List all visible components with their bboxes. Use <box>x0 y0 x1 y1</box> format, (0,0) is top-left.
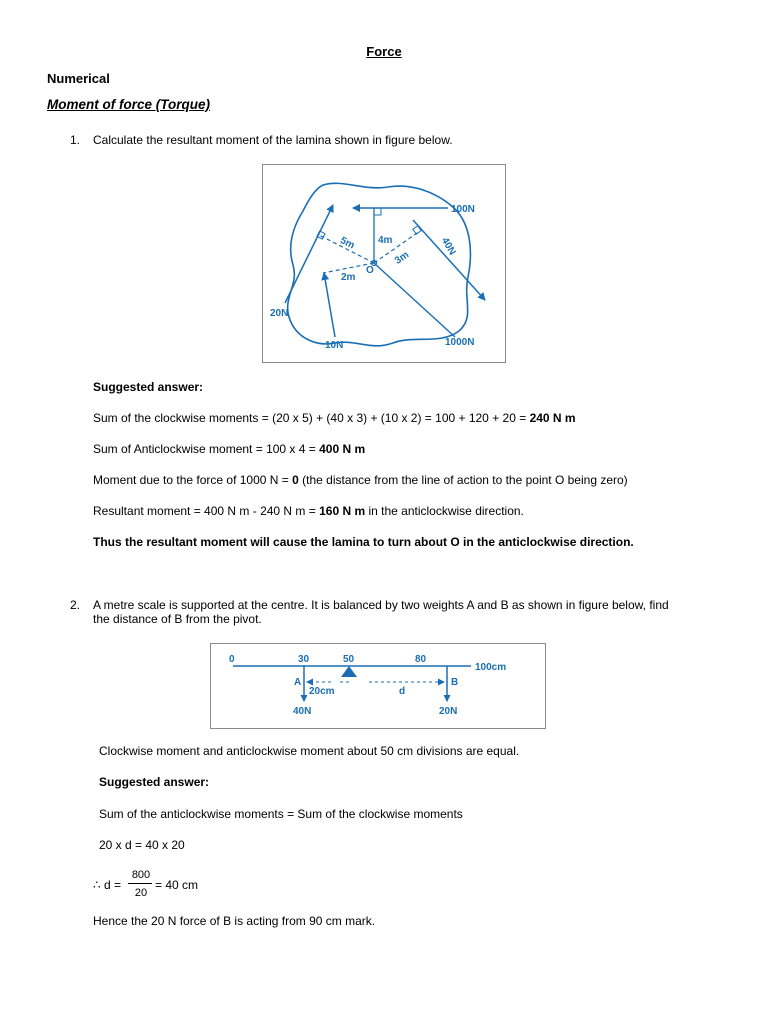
q2-question-line1: A metre scale is supported at the centre. It is balanced by two weights A and B as shown in figure below, find <box>93 598 669 612</box>
fraction-bar <box>128 883 152 884</box>
fraction-numerator: 800 <box>131 869 151 881</box>
right-angle-marker <box>374 208 381 215</box>
mark-30: 30 <box>298 654 310 665</box>
label-a: A <box>294 677 302 688</box>
mark-100cm: 100cm <box>475 662 507 673</box>
q1-answer-line3: Moment due to the force of 1000 N = 0 (the distance from the line of action to the point O being zero) <box>93 473 628 487</box>
label-20n: 20N <box>439 706 458 717</box>
force-20n-line <box>285 205 333 303</box>
label-4m: 4m <box>378 235 393 246</box>
label-5m: 5m <box>338 235 357 252</box>
lamina-diagram <box>263 165 505 362</box>
q2-answer-line1: Sum of the anticlockwise moments = Sum of the clockwise moments <box>99 807 463 821</box>
q2-question-line2: the distance of B from the pivot. <box>93 612 262 626</box>
label-2m: 2m <box>341 272 356 283</box>
label-40n: 40N <box>293 706 312 717</box>
label-b: B <box>451 677 459 688</box>
q2-answer-heading: Suggested answer: <box>99 775 210 789</box>
label-100n: 100N <box>451 204 475 215</box>
fraction-result: = 40 cm <box>155 878 199 892</box>
q2-note: Clockwise moment and anticlockwise moment about 50 cm divisions are equal. <box>99 744 520 758</box>
label-o: O <box>366 265 374 276</box>
label-20cm: 20cm <box>309 686 335 697</box>
q1-answer-line1: Sum of the clockwise moments = (20 x 5) + (40 x 3) + (10 x 2) = 100 + 120 + 20 = 240 N m <box>93 411 576 425</box>
q1-answer-line4: Resultant moment = 400 N m - 240 N m = 160 N m in the anticlockwise direction. <box>93 504 524 518</box>
q2-conclusion: Hence the 20 N force of B is acting from 90 cm mark. <box>93 914 376 928</box>
metre-scale-figure <box>210 643 546 729</box>
lamina-figure <box>262 164 506 363</box>
label-3m: 3m <box>392 249 412 267</box>
label-40n: 40N <box>438 235 458 258</box>
mark-0: 0 <box>229 654 235 665</box>
pivot-triangle <box>341 666 357 677</box>
label-1000n: 1000N <box>445 337 475 348</box>
page-title: Force <box>366 44 402 59</box>
q1-question: Calculate the resultant moment of the lamina shown in figure below. <box>93 133 453 147</box>
mark-50: 50 <box>343 654 355 665</box>
subsection-heading: Moment of force (Torque) <box>47 97 210 112</box>
therefore-label: ∴ d = <box>93 878 121 892</box>
label-20n: 20N <box>270 308 289 319</box>
force-10n-line <box>324 273 335 337</box>
metre-scale-diagram <box>211 644 545 728</box>
mark-80: 80 <box>415 654 427 665</box>
q1-conclusion: Thus the resultant moment will cause the lamina to turn about O in the anticlockwise direction. <box>93 535 634 549</box>
force-1000n-line <box>374 263 455 337</box>
q2-number: 2. <box>70 598 81 612</box>
q1-answer-line2: Sum of Anticlockwise moment = 100 x 4 = 400 N m <box>93 442 366 456</box>
fraction-denominator: 20 <box>134 887 148 899</box>
force-40n-line <box>413 220 485 300</box>
label-d: d <box>399 686 406 697</box>
q1-answer-heading: Suggested answer: <box>93 380 204 394</box>
section-heading: Numerical <box>47 71 110 86</box>
label-10n: 10N <box>325 340 344 351</box>
q1-number: 1. <box>70 133 81 147</box>
q2-answer-line2: 20 x d = 40 x 20 <box>99 838 185 852</box>
